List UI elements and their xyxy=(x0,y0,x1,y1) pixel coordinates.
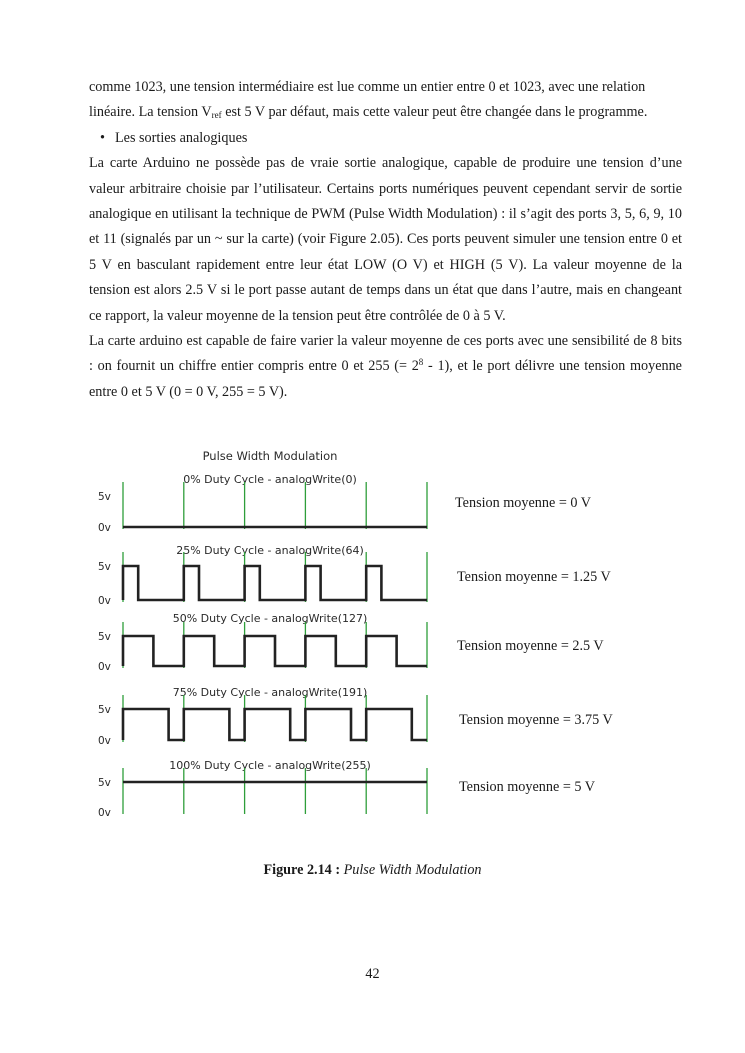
low-level-label: 0v xyxy=(98,735,111,747)
pwm-signal xyxy=(123,566,427,600)
bullet-dot-icon: • xyxy=(100,129,105,146)
bullet-item xyxy=(89,126,682,151)
figure-title: Pulse Width Modulation xyxy=(202,449,338,463)
high-level-label: 5v xyxy=(98,631,111,643)
duty-cycle-label: 100% Duty Cycle - analogWrite(255) xyxy=(169,759,371,772)
tension-label-3: Tension moyenne = 3.75 V xyxy=(459,712,613,728)
duty-cycle-label: 75% Duty Cycle - analogWrite(191) xyxy=(172,686,368,699)
tension-label-4: Tension moyenne = 5 V xyxy=(459,779,595,795)
pwm-row-4 xyxy=(98,759,427,819)
caption-title: Pulse Width Modulation xyxy=(343,862,482,878)
pwm-row-0 xyxy=(98,473,427,534)
pwm-diagram xyxy=(92,440,437,830)
paragraph-2: La carte Arduino ne possède pas de vraie sortie analogique, capable de produire une tension d’une valeur arbitraire choisie par l’utilisateur. Certains ports numériques peuvent cependant servir de sortie analogique en utilisant la technique de PWM (Pulse Width Modulation) : il s’agit des ports 3, 5, 6, 9, 10 et 11 (signalés par un ~ sur la carte) (voir Figure 2.05). Ces ports peuvent simuler une tension entre 0 et 5 V en basculant rapidement entre leur état LOW (O V) et HIGH (5 V). La valeur moyenne de la tension est alors 2.5 V si le port passe autant de temps dans un état que dans l’autre, mais en changeant ce rapport, la valeur moyenne de la tension peut être contrôlée de 0 à 5 V. xyxy=(89,155,682,324)
body-text xyxy=(89,75,682,405)
caption-label: Figure 2.14 : xyxy=(263,862,341,878)
pwm-signal xyxy=(123,636,427,666)
duty-cycle-label: 50% Duty Cycle - analogWrite(127) xyxy=(172,612,368,625)
pwm-row-3 xyxy=(98,686,427,747)
pwm-figure xyxy=(92,440,437,830)
pwm-signal xyxy=(123,709,427,740)
low-level-label: 0v xyxy=(98,522,111,534)
high-level-label: 5v xyxy=(98,561,111,573)
paragraph-3b: - 1), et le port délivre une tension moyenne entre 0 et 5 V (0 = 0 V, 255 = 5 V). xyxy=(89,358,682,400)
pwm-row-2 xyxy=(98,612,427,673)
duty-cycle-label: 25% Duty Cycle - analogWrite(64) xyxy=(176,544,364,557)
paragraph-3 xyxy=(89,329,682,405)
paragraph-1-line-1: comme 1023, une tension intermédiaire est lue comme un entier entre 0 et 1023, avec une relation xyxy=(89,79,646,95)
high-level-label: 5v xyxy=(98,704,111,716)
low-level-label: 0v xyxy=(98,595,111,607)
tension-label-0: Tension moyenne = 0 V xyxy=(455,495,591,511)
high-level-label: 5v xyxy=(98,491,111,503)
paragraph-1-line-2b: est 5 V par défaut, mais cette valeur peut être changée dans le programme. xyxy=(221,104,648,121)
low-level-label: 0v xyxy=(98,661,111,673)
low-level-label: 0v xyxy=(98,807,111,819)
duty-cycle-label: 0% Duty Cycle - analogWrite(0) xyxy=(183,473,357,486)
bullet-title: Les sorties analogiques xyxy=(115,129,248,146)
pwm-row-1 xyxy=(98,544,427,607)
paragraph-1 xyxy=(89,75,682,126)
paragraph-3a: La carte arduino est capable de faire varier la valeur moyenne de ces ports avec une sensibilité de 8 bits : on fournit un chiffre entier compris entre 0 et 255 (= 2 xyxy=(89,333,682,375)
vref-subscript: ref xyxy=(211,110,222,121)
page-number: 42 xyxy=(365,966,380,982)
paragraph-1-line-2a: linéaire. La tension V xyxy=(89,104,212,121)
figure-caption xyxy=(0,862,745,879)
tension-label-2: Tension moyenne = 2.5 V xyxy=(457,638,604,654)
tension-label-1: Tension moyenne = 1.25 V xyxy=(457,569,611,585)
exponent-superscript: 8 xyxy=(418,357,424,368)
high-level-label: 5v xyxy=(98,777,111,789)
